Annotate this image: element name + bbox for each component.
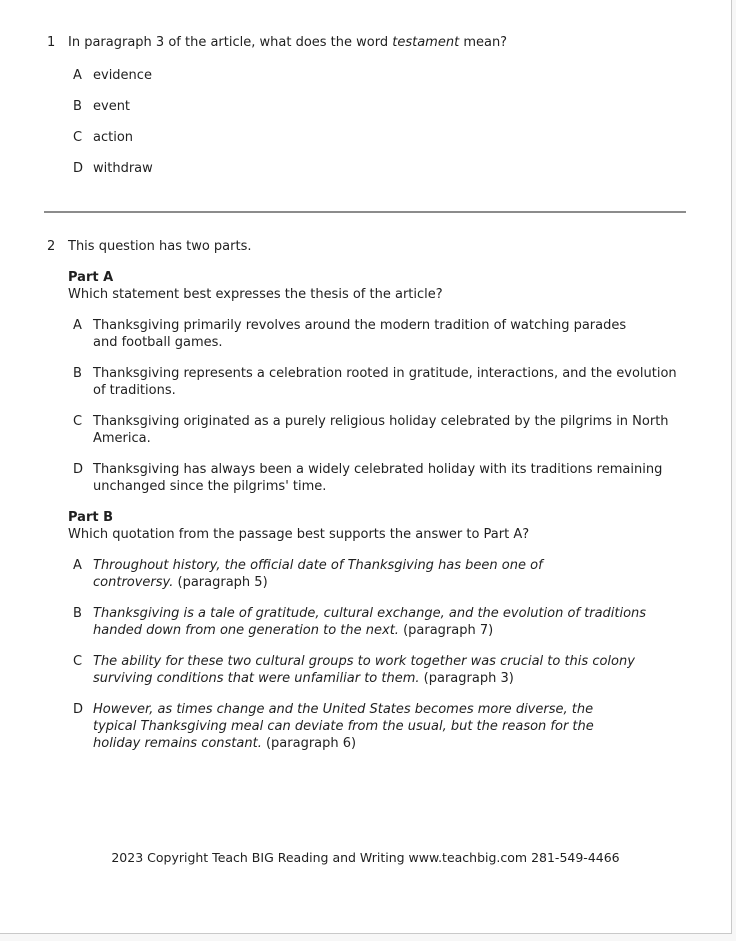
question-1-prompt-text: In paragraph 3 of the article, what does the word xyxy=(68,35,389,50)
q1-option-c-letter: C xyxy=(73,130,83,145)
footer-text: 2023 Copyright Teach BIG Reading and Writing www.teachbig.com 281-549-4466 xyxy=(111,850,620,865)
q1-option-a-text: evidence xyxy=(93,68,152,83)
q1-option-b xyxy=(73,98,686,115)
q1-option-a-letter: A xyxy=(73,68,82,83)
part-b-option-c xyxy=(73,653,686,687)
part-b-option-a-citation: (paragraph 5) xyxy=(177,575,268,590)
part-b-option-a xyxy=(73,557,686,591)
question-2 xyxy=(47,238,686,766)
part-a-option-d xyxy=(73,461,686,495)
part-b-option-a-text xyxy=(93,557,613,591)
part-a-question: Which statement best expresses the thesis of the article? xyxy=(68,287,443,302)
part-a-option-d-letter: D xyxy=(73,462,84,477)
part-a-option-c-letter: C xyxy=(73,414,83,429)
question-1-prompt-tail: mean? xyxy=(463,35,508,50)
part-a-option-b-letter: B xyxy=(73,366,82,381)
question-1-prompt xyxy=(68,34,686,51)
part-b-title: Part B xyxy=(68,510,114,525)
part-b-option-b-text xyxy=(93,605,653,639)
q1-option-c-text: action xyxy=(93,130,134,145)
question-2-prompt: This question has two parts. xyxy=(68,239,252,254)
question-1-body xyxy=(68,34,686,191)
part-a-option-c xyxy=(73,413,686,447)
part-a-option-b-text: Thanksgiving represents a celebration rooted in gratitude, interactions, and the evolution of traditions. xyxy=(93,366,677,398)
part-a-option-c-text: Thanksgiving originated as a purely religious holiday celebrated by the pilgrims in North America. xyxy=(93,414,669,446)
part-b-option-b xyxy=(73,605,686,639)
q1-option-d-letter: D xyxy=(73,161,84,176)
part-b-option-a-letter: A xyxy=(73,558,82,573)
q1-option-b-text: event xyxy=(93,99,131,114)
part-a-option-a xyxy=(73,317,686,351)
part-a-option-b xyxy=(73,365,686,399)
part-a-option-a-text: Thanksgiving primarily revolves around the modern tradition of watching parades and football games. xyxy=(93,318,627,350)
section-divider xyxy=(44,211,686,213)
part-a-option-a-letter: A xyxy=(73,318,82,333)
q1-option-b-letter: B xyxy=(73,99,82,114)
q1-option-d xyxy=(73,160,686,177)
part-b-option-c-text xyxy=(93,653,658,687)
q1-option-c xyxy=(73,129,686,146)
part-b-option-c-citation: (paragraph 3) xyxy=(423,671,514,686)
part-b-question: Which quotation from the passage best supports the answer to Part A? xyxy=(68,527,530,542)
question-1 xyxy=(47,34,686,191)
part-b-option-d xyxy=(73,701,686,752)
part-b-option-b-quote: Thanksgiving is a tale of gratitude, cultural exchange, and the evolution of traditions handed down from one generation to the next. xyxy=(93,606,647,638)
question-1-prompt-italic-word: testament xyxy=(392,35,460,50)
part-a-option-d-text: Thanksgiving has always been a widely celebrated holiday with its traditions remaining unchanged since the pilgrims' time. xyxy=(93,462,663,494)
part-b-option-d-citation: (paragraph 6) xyxy=(265,736,357,751)
part-b-option-d-text xyxy=(93,701,638,752)
part-b-option-c-letter: C xyxy=(73,654,83,669)
part-b-option-b-citation: (paragraph 7) xyxy=(403,623,494,638)
question-2-body xyxy=(68,238,686,766)
q1-option-a xyxy=(73,67,686,84)
part-a-title: Part A xyxy=(68,270,114,285)
question-2-number: 2 xyxy=(47,239,56,254)
part-b-option-d-quote: However, as times change and the United States becomes more diverse, the typical Thanksgiving meal can deviate from the usual, but the reason for the holiday remains constant. xyxy=(93,702,594,751)
part-b-option-a-quote: Throughout history, the official date of Thanksgiving has been one of controversy. xyxy=(93,558,543,590)
part-b-option-c-quote: The ability for these two cultural groups to work together was crucial to this colony surviving conditions that were unfamiliar to them. xyxy=(93,654,635,686)
part-b-option-d-letter: D xyxy=(73,702,84,717)
part-b-option-b-letter: B xyxy=(73,606,82,621)
q1-option-d-text: withdraw xyxy=(93,161,153,176)
question-1-number: 1 xyxy=(47,35,56,50)
